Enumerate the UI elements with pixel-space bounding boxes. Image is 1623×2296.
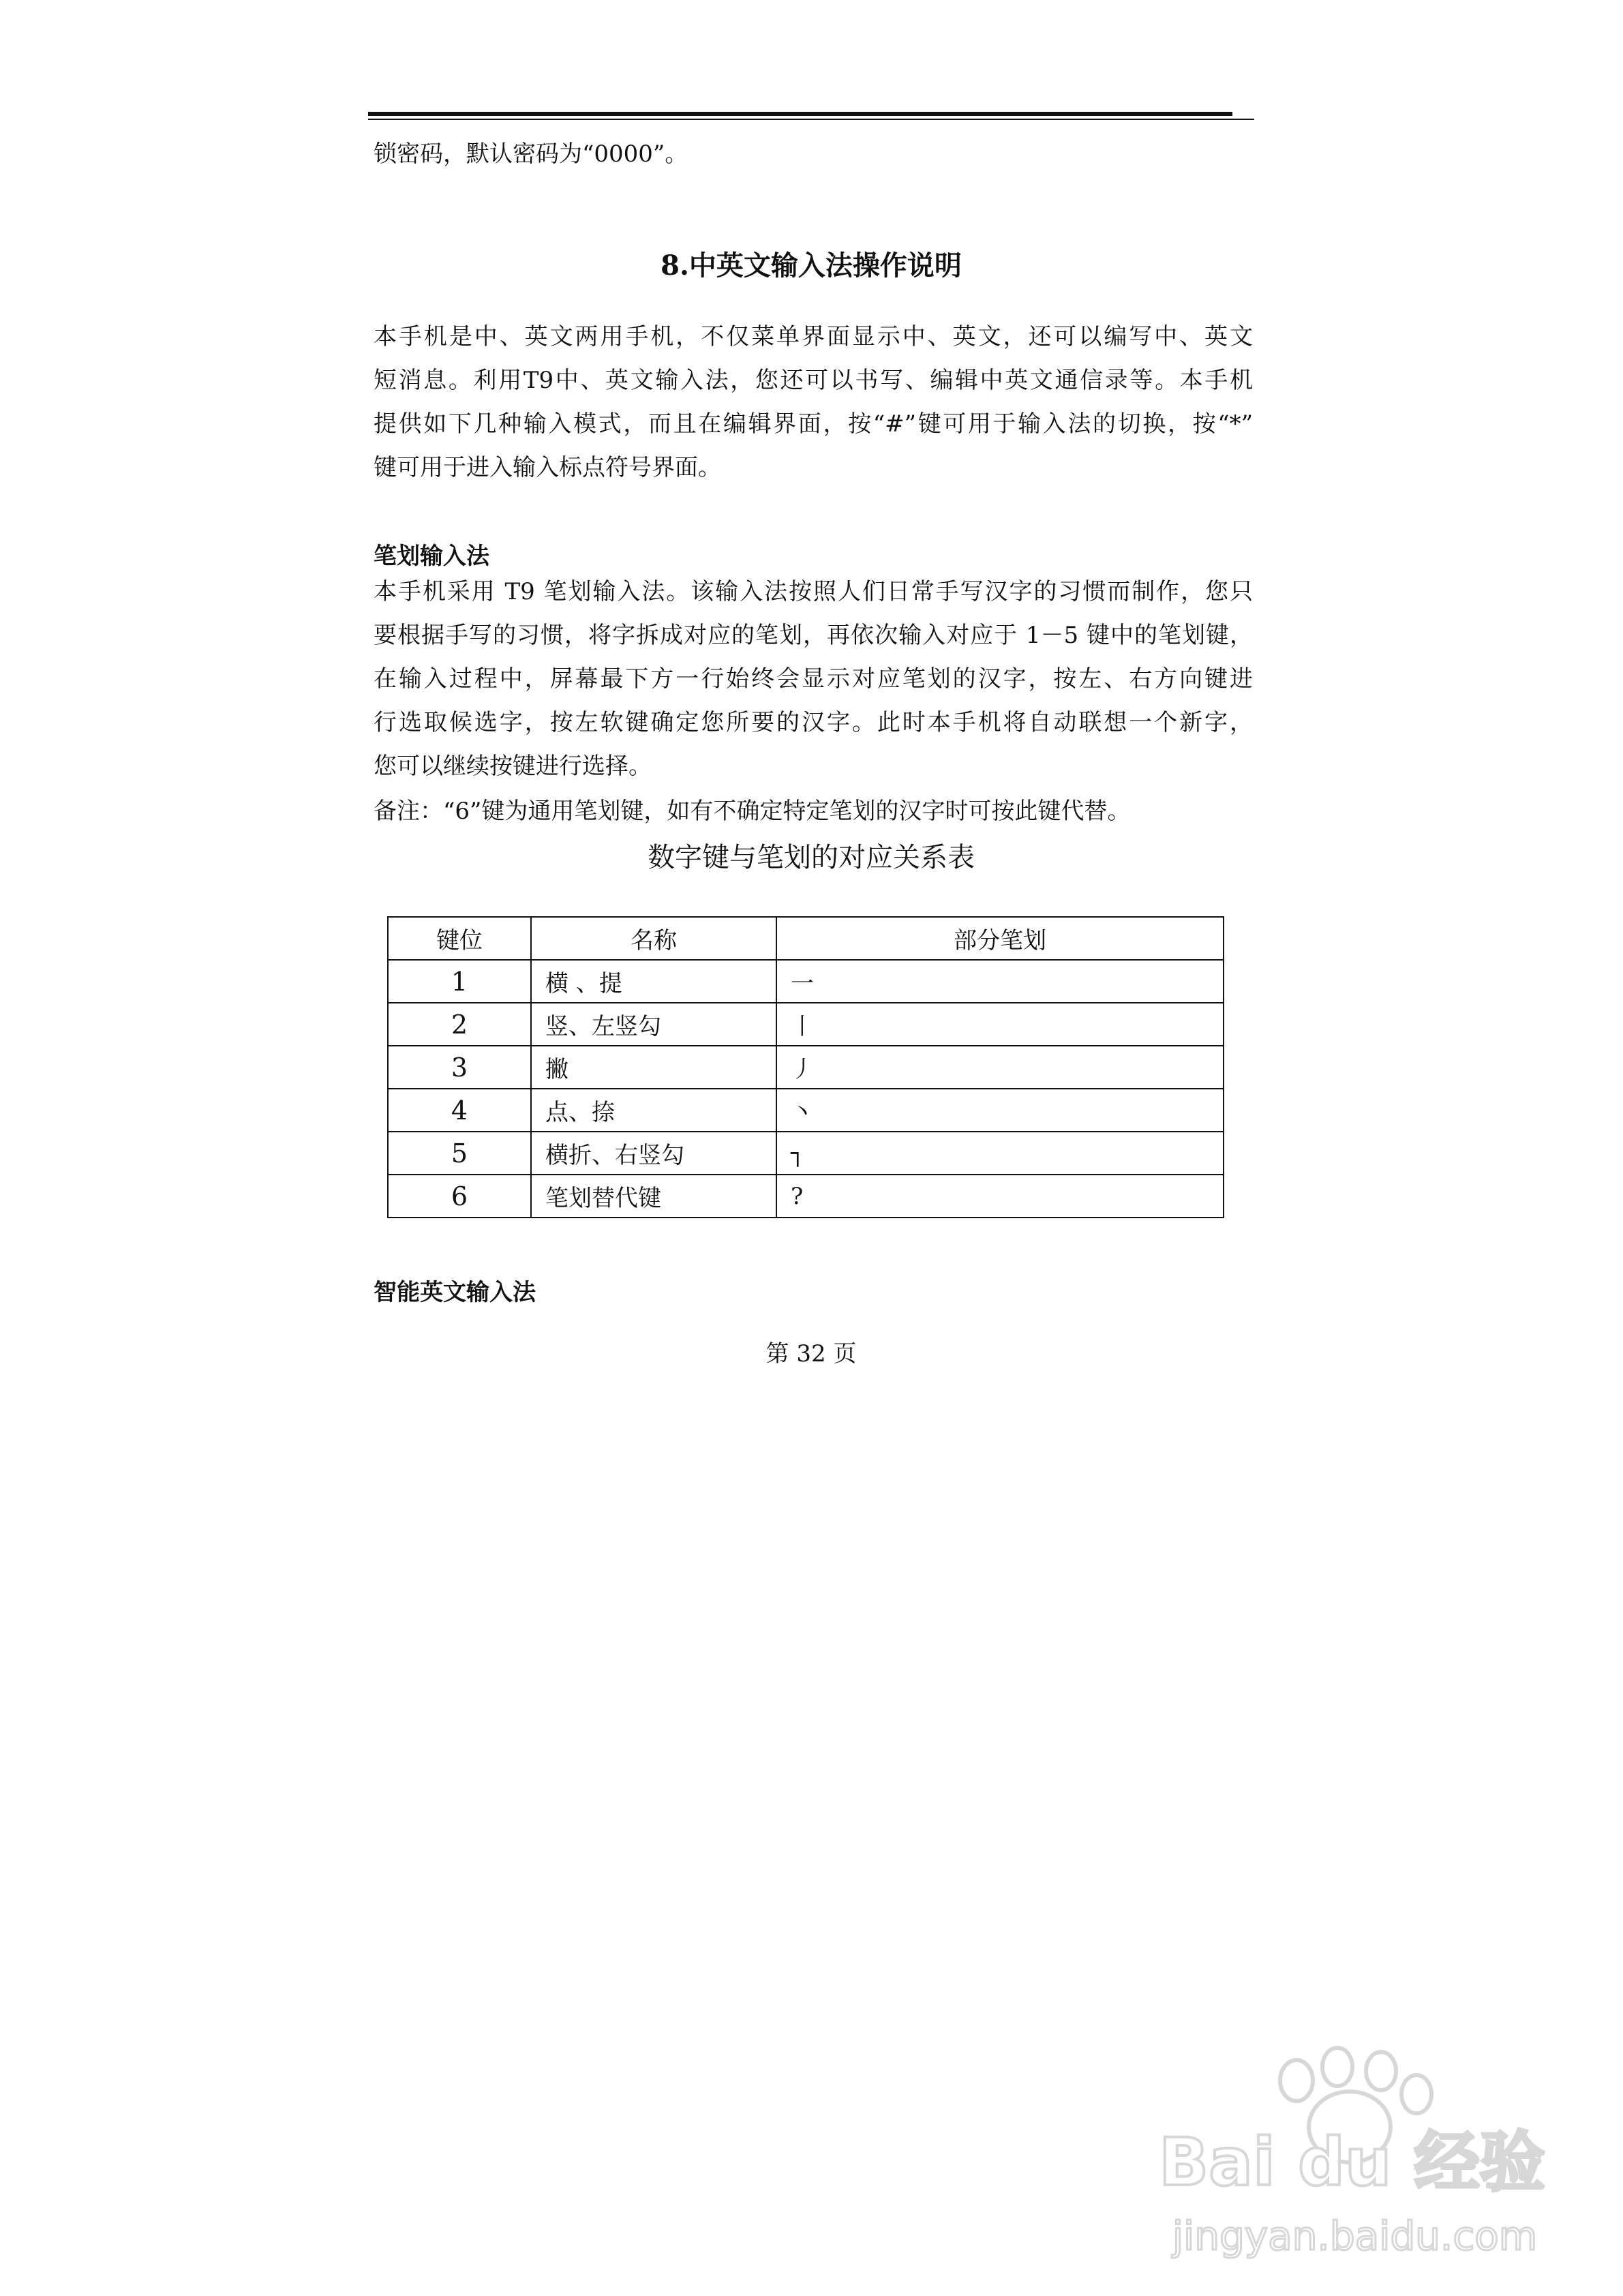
note-text: 备注：“6”键为通用笔划键，如有不确定特定笔划的汉字时可按此键代替。 <box>374 798 1131 825</box>
table-row <box>388 1132 1224 1175</box>
row-key: 3 <box>388 1046 531 1089</box>
row-name: 点、捺 <box>531 1089 776 1132</box>
stroke-paragraph <box>374 570 1253 788</box>
row-name: 笔划替代键 <box>531 1175 776 1218</box>
header-key: 键位 <box>388 917 531 960</box>
row-key: 4 <box>388 1089 531 1132</box>
smart-english-heading: 智能英文输入法 <box>374 1279 536 1306</box>
intro-line: 短消息。利用T9中、英文输入法，您还可以书写、编辑中英文通信录等。本手机 <box>374 367 1253 394</box>
row-name: 横折、右竖勾 <box>531 1132 776 1175</box>
row-key: 5 <box>388 1132 531 1175</box>
watermark-brand: Bai du 经验 <box>1159 2124 1545 2201</box>
row-stroke: ? <box>776 1175 1224 1218</box>
table-row <box>388 1003 1224 1046</box>
intro-paragraph <box>374 315 1253 489</box>
stroke-line: 行选取候选字，按左软键确定您所要的汉字。此时本手机将自动联想一个新字， <box>374 709 1253 736</box>
intro-line: 提供如下几种输入模式，而且在编辑界面，按“#”键可用于输入法的切换，按“*” <box>374 410 1253 438</box>
row-name: 横 、提 <box>531 960 776 1003</box>
table-row <box>388 1175 1224 1218</box>
row-stroke: 丨 <box>776 1003 1224 1046</box>
watermark-url: jingyan.baidu.com <box>1172 2213 1538 2259</box>
table-row <box>388 1046 1224 1089</box>
row-stroke: 一 <box>776 960 1224 1003</box>
key-stroke-table <box>387 916 1224 1218</box>
table-row <box>388 960 1224 1003</box>
page-number: 第 32 页 <box>765 1340 857 1368</box>
table-header-row <box>388 917 1224 960</box>
row-key: 6 <box>388 1175 531 1218</box>
intro-line: 本手机是中、英文两用手机，不仅菜单界面显示中、英文，还可以编写中、英文 <box>374 323 1253 350</box>
header-stroke: 部分笔划 <box>776 917 1224 960</box>
continued-text: 锁密码，默认密码为“0000”。 <box>374 140 688 168</box>
header-rule-thick <box>368 112 1232 116</box>
table-row <box>388 1089 1224 1132</box>
row-name: 撇 <box>531 1046 776 1089</box>
header-name: 名称 <box>531 917 776 960</box>
row-stroke: ┐ <box>776 1132 1224 1175</box>
header-rule-thin <box>368 119 1254 120</box>
intro-line: 键可用于进入输入标点符号界面。 <box>374 454 721 481</box>
stroke-line: 您可以继续按键进行选择。 <box>374 753 652 780</box>
stroke-line: 要根据手写的习惯，将字拆成对应的笔划，再依次输入对应于 1－5 键中的笔划键， <box>374 622 1253 649</box>
baidu-jingyan-watermark <box>1145 2045 1595 2270</box>
row-stroke: 丶 <box>776 1089 1224 1132</box>
table-title: 数字键与笔划的对应关系表 <box>648 842 975 873</box>
stroke-input-heading: 笔划输入法 <box>374 543 489 570</box>
row-key: 1 <box>388 960 531 1003</box>
stroke-line: 在输入过程中，屏幕最下方一行始终会显示对应笔划的汉字，按左、右方向键进 <box>374 665 1253 693</box>
stroke-line: 本手机采用 T9 笔划输入法。该输入法按照人们日常手写汉字的习惯而制作，您只 <box>374 578 1253 605</box>
section-heading: 8.中英文输入法操作说明 <box>661 250 962 282</box>
row-key: 2 <box>388 1003 531 1046</box>
row-stroke: 丿 <box>776 1046 1224 1089</box>
row-name: 竖、左竖勾 <box>531 1003 776 1046</box>
